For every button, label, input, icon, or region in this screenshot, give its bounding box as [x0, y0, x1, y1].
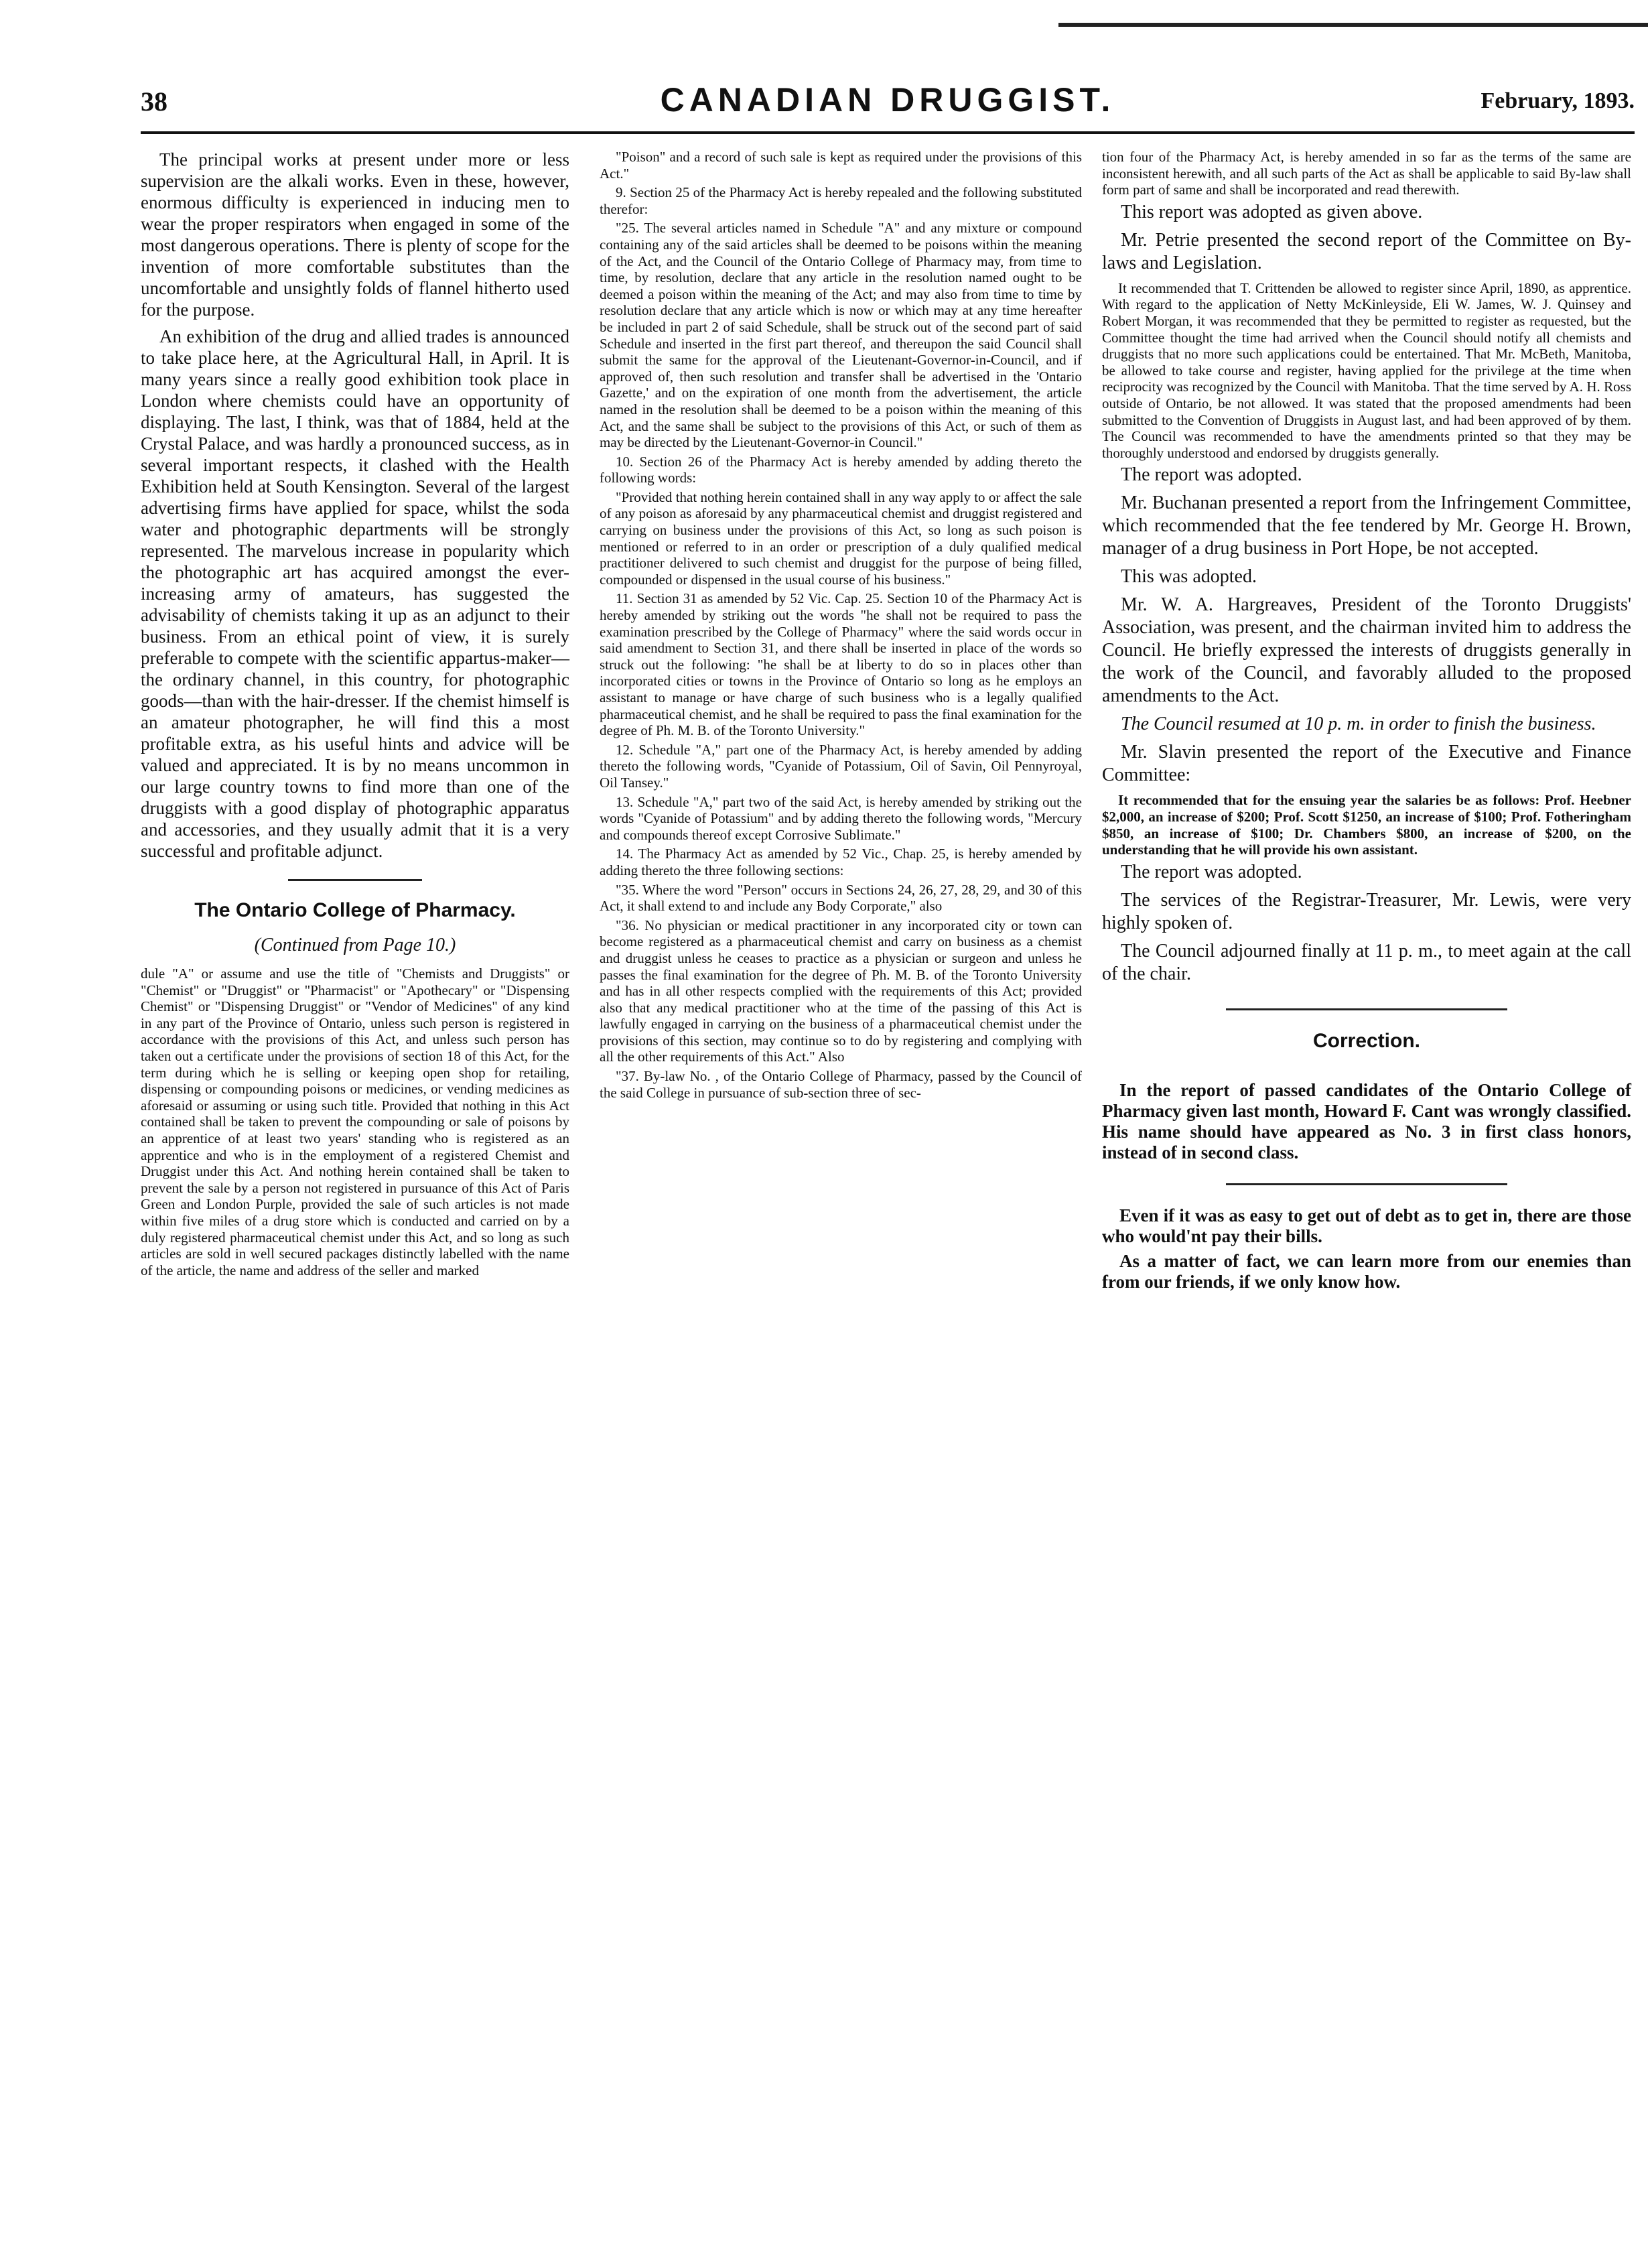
- paragraph: 12. Schedule "A," part one of the Pharmacy Act, is hereby amended by adding thereto the following words, "Cyanide of Potassium, Oil of Savin, Oil Pennyroyal, Oil Tansey.": [600, 741, 1082, 791]
- paragraph: "37. By-law No. , of the Ontario College of Pharmacy, passed by the Council of the said College in pursuance of sub-section three of sec-: [600, 1068, 1082, 1101]
- page-number: 38: [141, 86, 167, 117]
- paragraph: Mr. Petrie presented the second report of the Committee on By-laws and Legislation.: [1102, 229, 1631, 273]
- paragraph: The Council resumed at 10 p. m. in order to finish the business.: [1121, 714, 1596, 735]
- section-title: Correction.: [1312, 1029, 1421, 1052]
- paragraph: Even if it was as easy to get out of debt as to get in, there are those who would'nt pay their bills.: [1102, 1205, 1631, 1246]
- page-header: [141, 80, 1635, 127]
- section-title: The Ontario College of Pharmacy.: [194, 899, 516, 921]
- paragraph: This report was adopted as given above.: [1121, 201, 1423, 222]
- paragraph: "Poison" and a record of such sale is kept as required under the provisions of this Act.": [600, 149, 1082, 182]
- paragraph: The report was adopted.: [1121, 464, 1302, 486]
- continued-note: (Continued from Page 10.): [254, 935, 456, 955]
- paragraph: 9. Section 25 of the Pharmacy Act is hereby repealed and the following substituted therefor:: [600, 184, 1082, 217]
- paragraph: As a matter of fact, we can learn more from our enemies than from our friends, if we only know how.: [1102, 1250, 1631, 1292]
- section-divider: [1226, 1183, 1507, 1185]
- paragraph: dule "A" or assume and use the title of "Chemists and Druggists" or "Chemist" or "Druggist" or "Pharmacist" or "Apothecary" or "Dispensing Chemist" or "Dispensing Druggist" or "Vendor of Medicines" of any kind in any part of the Province of Ontario, unless such person is registered in accordance with the provisions of this Act, and unless such person has taken out a certificate under the provisions of section 18 of this Act, for the term during which he is selling or keeping open shop for retailing, dispensing or compounding poisons or medicines, or vending medicines as aforesaid or assuming or using such title. Provided that nothing in this Act contained shall be taken to prevent the compounding or sale of poisons by an apprentice of at least two years' standing who is registered as an apprentice and who is in the employment of a registered Chemist and Druggist under this Act. And nothing herein contained shall be taken to prevent the sale by a person not registered in pursuance of this Act of Paris Green and London Purple, provided the sale of such articles is not made within five miles of a drug store which is conducted and carried on by a duly registered pharmaceutical chemist under this Act, and so long as such articles are sold in well secured packages distinctly labelled with the name of the article, the name and address of the seller and marked: [141, 965, 569, 1278]
- column-2: [600, 149, 1082, 1104]
- paragraph: In the report of passed candidates of the Ontario College of Pharmacy given last month, Howard F. Cant was wrongly classified. His name should have appeared as No. 3 in first class honors, instead of in second class.: [1102, 1079, 1631, 1162]
- paragraph: "Provided that nothing herein contained shall in any way apply to or affect the sale of any poison as aforesaid by any pharmaceutical chemist and druggist registered and carrying on business under the provisions of this Act, so long as such poison is mentioned or referred to in an order or prescription of a duly qualified medical practitioner delivered to such chemist and druggist for the purpose of being filled, compounded or dispensed in the usual course of his business.": [600, 488, 1082, 588]
- column-1: [141, 149, 569, 1281]
- column-3: [1102, 149, 1631, 1296]
- paragraph: The report was adopted.: [1121, 861, 1302, 882]
- paragraph: It recommended that for the ensuing year the salaries be as follows: Prof. Heebner $2,000, an increase of $200; Prof. Scott $1250, an increase of $100; Prof. Fotheringham $850, an increase of $100; Dr. Chambers $800, an increase of $200, on the understanding that he will provide his own assistant.: [1102, 792, 1631, 858]
- paragraph: 11. Section 31 as amended by 52 Vic. Cap. 25. Section 10 of the Pharmacy Act is hereby amended by striking out the words "he shall not be required to pass the examination prescribed by the College of Pharmacy" where the said words occur in said amendment to Section 31, and there shall be inserted in place of the words so struck out the following: "he shall be at liberty to do so in places other than incorporated cities or towns in the Province of Ontario so long as he employs an assistant to manage or have charge of such business who is a legally qualified pharmaceutical chemist, and he shall be required to pass the final examination for the degree of Ph. M. B. of the Toronto University.": [600, 590, 1082, 739]
- paragraph: "36. No physician or medical practitioner in any incorporated city or town can become registered as a pharmaceutical chemist and carry on business as a chemist and druggist unless he ceases to practice as a physician or surgeon and unless he passes the final examination for the degree of Ph. M. B. of the Toronto University and has in all other respects complied with the requirements of this Act; provided also that any medical practitioner who at the time of the passing of this Act is lawfully engaged in carrying on the business of a pharmaceutical chemist under the provisions of this section, may continue so to do by registering and complying with all the other requirements of this Act." Also: [600, 917, 1082, 1065]
- section-divider: [288, 879, 422, 881]
- paragraph: 14. The Pharmacy Act as amended by 52 Vic., Chap. 25, is hereby amended by adding thereto the three following sections:: [600, 846, 1082, 878]
- paragraph: It recommended that T. Crittenden be allowed to register since April, 1890, as apprentice. With regard to the application of Netty McKinleyside, Eli W. James, W. J. Quinsey and Robert Morgan, it was recommended that they be permitted to register as requested, but the Committee thought the time had arrived when the Council should notify all chemists and druggists that no more such applications could be entertained. That Mr. McBeth, Manitoba, be allowed to take course and register, having applied for the privilege at the time when reciprocity was recognized by the Council with Manitoba. That the time served by A. H. Ross outside of Ontario, be not allowed. It was stated that the proposed amendments had been submitted to the Convention of Druggists in August last, and had been approved of by them. The Council was recommended to have the amendments printed so that they may be thoroughly understood and endorsed by druggists generally.: [1102, 279, 1631, 461]
- paragraph: 13. Schedule "A," part two of the said Act, is hereby amended by striking out the words "Cyanide of Potassium" and by adding thereto the following words, "Mercury and compounds thereof except Corrosive Sublimate.": [600, 793, 1082, 843]
- paragraph: This was adopted.: [1121, 566, 1257, 588]
- journal-title: CANADIAN DRUGGIST.: [660, 81, 1115, 119]
- paragraph: Mr. W. A. Hargreaves, President of the Toronto Druggists' Association, was present, and the chairman invited him to address the Council. He briefly expressed the interests of druggists generally in the work of the Council, and favorably alluded to the proposed amendments to the Act.: [1102, 594, 1631, 707]
- paragraph: The services of the Registrar-Treasurer, Mr. Lewis, were very highly spoken of.: [1102, 889, 1631, 933]
- paragraph: tion four of the Pharmacy Act, is hereby amended in so far as the terms of the same are inconsistent herewith, and all such parts of the Act as shall be applicable to said By-law shall form part of same and shall be incorporated and read therewith.: [1102, 149, 1631, 198]
- paragraph: The Council adjourned finally at 11 p. m., to meet again at the call of the chair.: [1102, 940, 1631, 984]
- paragraph: Mr. Buchanan presented a report from the Infringement Committee, which recommended that the fee tendered by Mr. George H. Brown, manager of a drug business in Port Hope, be not accepted.: [1102, 492, 1631, 559]
- top-edge-rule: [1058, 23, 1648, 27]
- issue-date: February, 1893.: [1481, 88, 1635, 113]
- paragraph: Mr. Slavin presented the report of the Executive and Finance Committee:: [1102, 742, 1631, 786]
- paragraph: "25. The several articles named in Schedule "A" and any mixture or compound containing any of the said articles shall be deemed to be poisons within the meaning of the Act, and the Council of the Ontario College of Pharmacy may, from time to time, by resolution, declare that any article in the resolution named ought to be deemed a poison within the meaning of the Act; and may also from time to time by resolution declare that any article which is now or which may at any time hereafter be included in part 2 of said Schedule, shall be struck out of the second part of said Schedule and inserted in the first part thereof, and thereupon the said Council shall submit the same for the approval of the Lieutenant-Governor-in-Council, and if approved of, then such resolution and transfer shall be advertised in the 'Ontario Gazette,' and on the expiration of one month from the advertisement, the article named in the resolution shall be deemed to be a poison within the meaning of this Act, and the same shall be subject to the provisions of this Act, or such of them as may be directed by the Lieutenant-Governor-in Council.": [600, 220, 1082, 451]
- paragraph: The principal works at present under more or less supervision are the alkali works. Even in these, however, enormous difficulty is experienced in inducing men to wear the proper respirators when engaged in some of the most dangerous operations. There is plenty of scope for the invention of more comfortable substitutes than the uncomfortable and unsightly folds of flannel hitherto used for the purpose.: [141, 149, 569, 320]
- paragraph: An exhibition of the drug and allied trades is announced to take place here, at the Agricultural Hall, in April. It is many years since a really good exhibition took place in London where chemists could have an opportunity of displaying. The last, I think, was that of 1884, held at the Crystal Palace, and was hardly a pronounced success, as in several important respects, it clashed with the Health Exhibition held at South Kensington. Several of the largest advertising firms have applied for space, whilst the soda water and photographic departments will be strongly represented. The marvelous increase in popularity which the photographic art has acquired amongst the ever-increasing army of amateurs, has suggested the advisability of chemists taking it up as an adjunct to their business. From an ethical point of view, it is surely preferable to compete with the scientific appartus-maker—the ordinary channel, in this country, for photographic goods—than with the hair-dresser. If the chemist himself is an amateur photographer, he will find this a most profitable extra, as his useful hints and advice will be valued and appreciated. It is by no means uncommon in our large country towns to find more than one of the druggists with a good display of photographic apparatus and accessories, and they usually admit that it is a very successful and profitable adjunct.: [141, 326, 569, 861]
- paragraph: "35. Where the word "Person" occurs in Sections 24, 26, 27, 28, 29, and 30 of this Act, it shall extend to and include any Body Corporate," also: [600, 881, 1082, 915]
- paragraph: 10. Section 26 of the Pharmacy Act is hereby amended by adding thereto the following words:: [600, 453, 1082, 486]
- header-rule: [141, 131, 1635, 134]
- section-divider: [1226, 1008, 1507, 1010]
